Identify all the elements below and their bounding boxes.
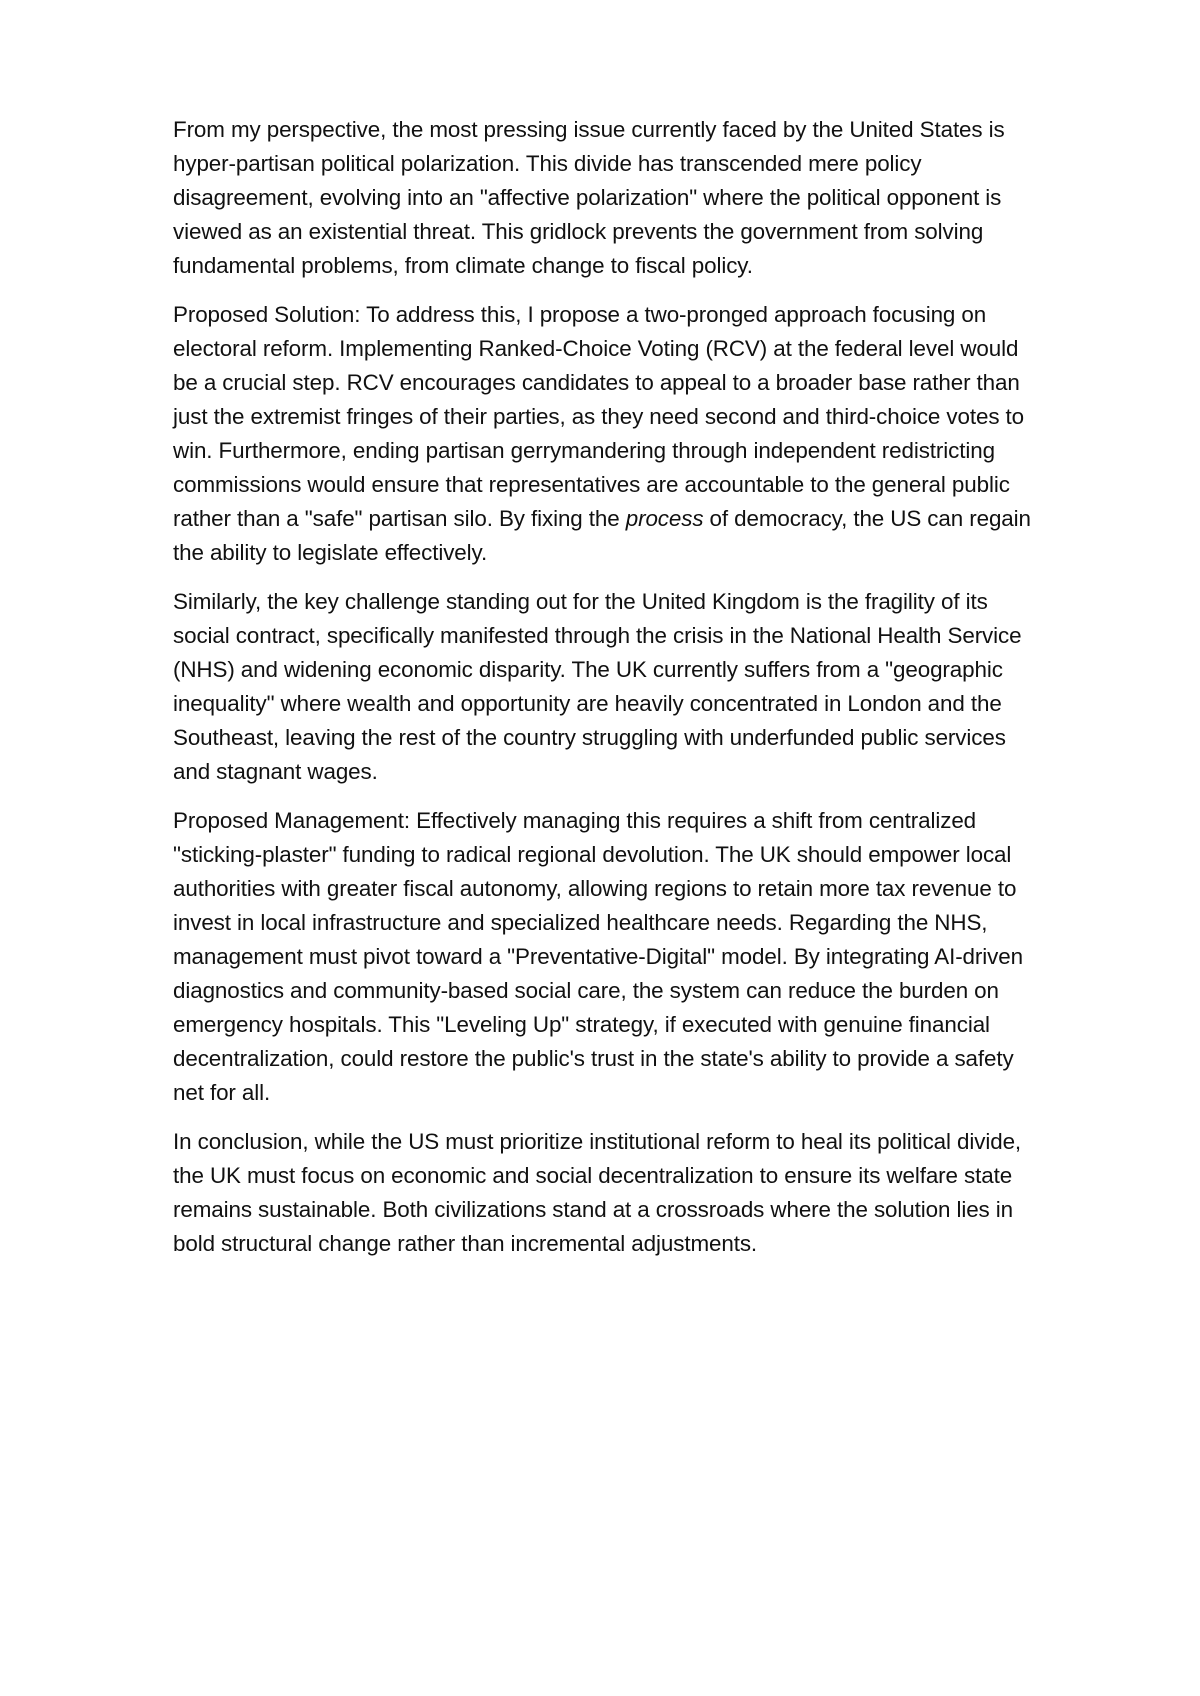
paragraph-us-solution-text-end: of democracy, the US can regain the ability to legislate effectively. [173, 506, 1031, 565]
document-body [173, 113, 1043, 1276]
paragraph-uk-management: Proposed Management: Effectively managing this requires a shift from centralized "sticking-plaster" funding to radical regional devolution. The UK should empower local authorities with greater fiscal autonomy, allowing regions to retain more tax revenue to invest in local infrastructure and specialized healthcare needs. Regarding the NHS, management must pivot toward a "Preventative-Digital" model. By integrating AI-driven diagnostics and community-based social care, the system can reduce the burden on emergency hospitals. This "Leveling Up" strategy, if executed with genuine financial decentralization, could restore the public's trust in the state's ability to provide a safety net for all. [173, 808, 1023, 1105]
emphasis-process: process [625, 506, 704, 531]
paragraph-conclusion: In conclusion, while the US must prioritize institutional reform to heal its political divide, the UK must focus on economic and social decentralization to ensure its welfare state remains sustainable. Both civilizations stand at a crossroads where the solution lies in bold structural change rather than incremental adjustments. [173, 1129, 1022, 1256]
paragraph-us-solution-text: Proposed Solution: To address this, I propose a two-pronged approach focusing on electoral reform. Implementing Ranked-Choice Voting (RCV) at the federal level would be a crucial step. RCV encourages candidates to appeal to a broader base rather than just the extremist fringes of their parties, as they need second and third-choice votes to win. Furthermore, ending partisan gerrymandering through independent redistricting commissions would ensure that representatives are accountable to the general public rather than a "safe" partisan silo. By fixing the [173, 302, 1025, 531]
paragraph-uk-issue: Similarly, the key challenge standing out for the United Kingdom is the fragility of its social contract, specifically manifested through the crisis in the National Health Service (NHS) and widening economic disparity. The UK currently suffers from a "geographic inequality" where wealth and opportunity are heavily concentrated in London and the Southeast, leaving the rest of the country struggling with underfunded public services and stagnant wages. [173, 589, 1022, 784]
paragraph-us-issue: From my perspective, the most pressing issue currently faced by the United States is hyper-partisan political polarization. This divide has transcended mere policy disagreement, evolving into an "affective polarization" where the political opponent is viewed as an existential threat. This gridlock prevents the government from solving fundamental problems, from climate change to fiscal policy. [173, 117, 1005, 278]
paragraph-us-solution [173, 298, 1043, 570]
